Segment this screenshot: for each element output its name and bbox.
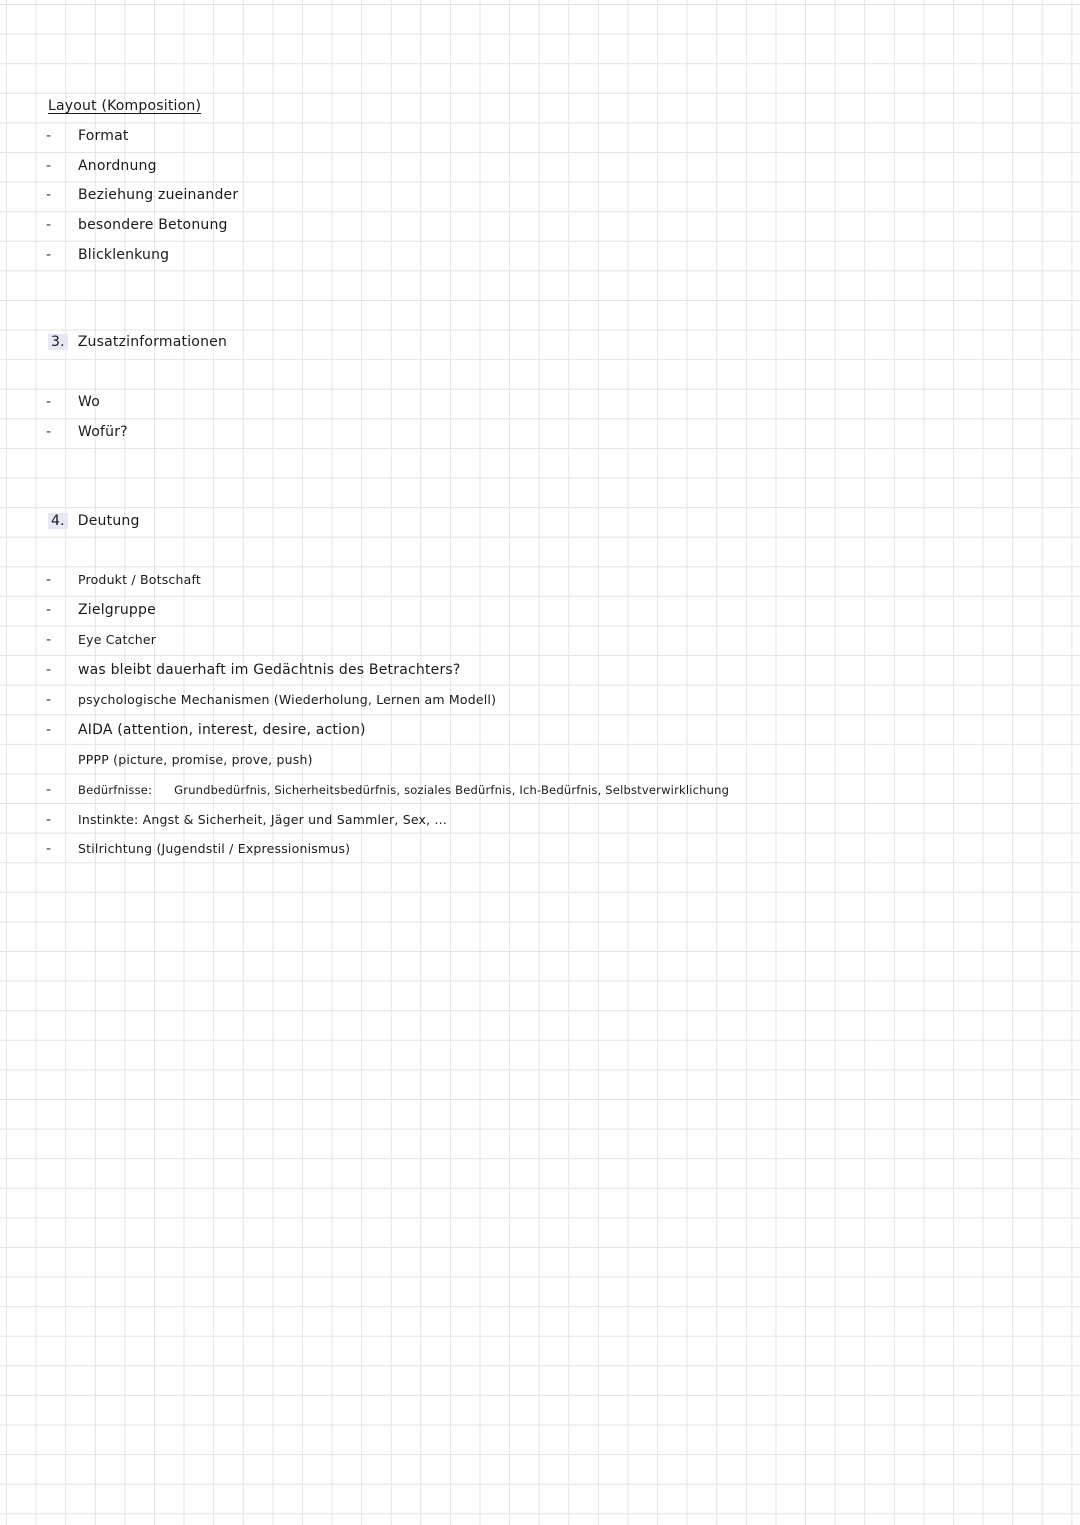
section-title: Deutung [77, 513, 140, 529]
list-item: Anordnung [78, 158, 157, 174]
list-item: Eye Catcher [78, 632, 157, 647]
section-number: 3. [48, 334, 68, 350]
list-item: AIDA (attention, interest, desire, action) [78, 722, 366, 738]
list-item: Stilrichtung (Jugendstil / Expressionismus) [78, 841, 351, 856]
bullet-dash: - [46, 632, 52, 648]
section-number: 4. [48, 513, 68, 529]
section-title: Layout (Komposition) [48, 98, 202, 114]
section-title: Zusatzinformationen [77, 334, 228, 350]
bullet-dash: - [46, 424, 52, 440]
list-item: Wofür? [78, 424, 128, 440]
list-item-detail: Grundbedürfnis, Sicherheitsbedürfnis, soziales Bedürfnis, Ich-Bedürfnis, Selbstverwirklichung [174, 783, 730, 797]
bullet-dash: - [46, 812, 52, 828]
list-item: Produkt / Botschaft [78, 572, 201, 587]
bullet-dash: - [46, 187, 52, 203]
bullet-dash: - [46, 217, 52, 233]
bullet-dash: - [46, 662, 52, 678]
bullet-dash: - [46, 572, 52, 588]
list-item: Zielgruppe [78, 602, 156, 618]
bullet-dash: - [46, 158, 52, 174]
list-item: psychologische Mechanismen (Wiederholung, Lernen am Modell) [78, 692, 497, 707]
list-item: Blicklenkung [78, 247, 170, 263]
bullet-dash: - [46, 247, 52, 263]
list-item: Instinkte: Angst & Sicherheit, Jäger und Sammler, Sex, ... [78, 812, 447, 827]
bullet-dash: - [46, 782, 52, 798]
list-item: PPPP (picture, promise, prove, push) [78, 752, 313, 767]
bullet-dash: - [46, 841, 52, 857]
bullet-dash: - [46, 128, 52, 144]
bullet-dash: - [46, 602, 52, 618]
list-item: besondere Betonung [78, 217, 228, 233]
list-item: Format [78, 128, 129, 144]
list-item-beduerfnisse [78, 781, 729, 799]
bullet-dash: - [46, 692, 52, 708]
list-item: Wo [78, 394, 100, 410]
bullet-dash: - [46, 722, 52, 738]
list-item: was bleibt dauerhaft im Gedächtnis des Betrachters? [78, 662, 461, 678]
section-heading-deutung [48, 512, 140, 530]
list-item-label: Bedürfnisse: [78, 783, 153, 797]
section-heading-layout [48, 97, 201, 115]
list-item: Beziehung zueinander [78, 187, 239, 203]
bullet-dash: - [46, 394, 52, 410]
section-heading-zusatzinformationen [48, 333, 227, 351]
